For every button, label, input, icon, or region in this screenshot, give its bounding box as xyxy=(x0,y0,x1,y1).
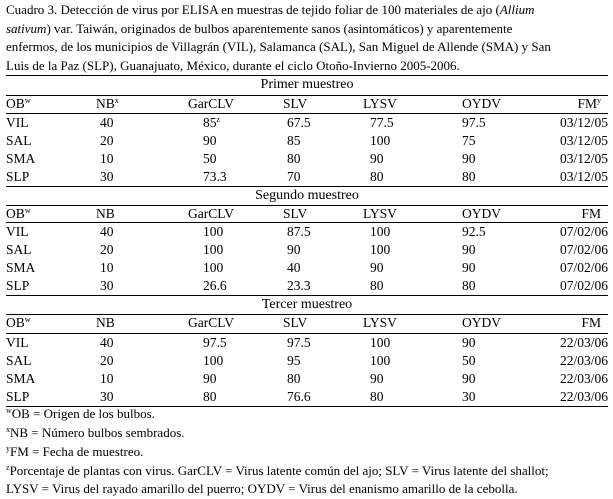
cell-lysv-text: 90 xyxy=(370,371,384,386)
cell-lysv-text: 100 xyxy=(370,353,391,368)
cell-fm-text: 07/02/06 xyxy=(559,242,608,257)
cell-fm-text: 22/03/06 xyxy=(559,335,608,350)
cell-lysv xyxy=(370,369,384,389)
cell-fm xyxy=(560,240,608,260)
cell-ob xyxy=(6,167,29,187)
col-header-oydv-text: OYDV xyxy=(462,206,501,221)
table-row xyxy=(0,113,613,133)
cell-lysv-text: 80 xyxy=(370,389,384,404)
cell-nb-text: 10 xyxy=(100,371,114,386)
cell-fm-text: 03/12/05 xyxy=(559,133,608,148)
cell-lysv-text: 100 xyxy=(370,335,391,350)
header-row xyxy=(0,94,613,114)
col-header-slv-text: SLV xyxy=(283,206,308,221)
col-header-garclv xyxy=(188,204,234,224)
cell-ob xyxy=(6,369,35,389)
cell-nb xyxy=(100,369,114,389)
col-header-lysv-text: LYSV xyxy=(363,206,397,221)
col-header-garclv-text: GarCLV xyxy=(188,206,234,221)
cell-garclv-text: 85 xyxy=(203,115,217,130)
col-header-fm-sup: y xyxy=(597,96,601,105)
col-header-oydv xyxy=(462,204,501,224)
cell-slv-text: 90 xyxy=(287,242,301,257)
col-header-nb-text: NB xyxy=(96,206,115,221)
cell-oydv xyxy=(462,333,476,353)
cell-slv-text: 23.3 xyxy=(287,278,311,293)
cell-garclv xyxy=(203,387,217,407)
col-header-nb-sup: x xyxy=(114,96,119,105)
cell-garclv xyxy=(203,333,227,353)
cell-nb-text: 30 xyxy=(100,389,114,404)
cell-fm-text: 07/02/06 xyxy=(559,224,608,239)
cell-lysv xyxy=(370,222,390,242)
cell-garclv-text: 50 xyxy=(203,151,217,166)
cell-lysv-text: 90 xyxy=(370,260,384,275)
col-header-slv xyxy=(283,204,307,224)
cell-slv xyxy=(287,333,311,353)
col-header-lysv xyxy=(363,204,397,224)
cell-ob xyxy=(6,131,32,151)
cell-oydv-text: 90 xyxy=(462,151,476,166)
cell-garclv xyxy=(203,351,223,371)
col-header-nb-text: NB xyxy=(96,96,115,111)
cell-lysv xyxy=(370,258,384,278)
cell-lysv-text: 77.5 xyxy=(370,115,394,130)
cell-slv xyxy=(287,149,301,169)
cell-oydv xyxy=(462,351,476,371)
footnote-2 xyxy=(6,424,185,442)
cell-oydv xyxy=(462,240,476,260)
cell-ob xyxy=(6,149,35,169)
cell-garclv-text: 100 xyxy=(203,242,224,257)
footnote-mark: x xyxy=(6,425,10,434)
caption-line-1 xyxy=(6,1,608,20)
cell-garclv xyxy=(203,149,217,169)
cell-lysv-text: 80 xyxy=(370,169,384,184)
cell-fm xyxy=(560,333,608,353)
cell-oydv xyxy=(462,113,486,133)
col-header-lysv-text: LYSV xyxy=(363,315,397,330)
footnote-5 xyxy=(6,480,518,498)
cell-slv xyxy=(287,351,301,371)
cell-ob-text: VIL xyxy=(6,335,29,350)
cell-garclv-text: 26.6 xyxy=(203,278,227,293)
cell-lysv xyxy=(370,167,384,187)
table-row xyxy=(0,276,613,296)
col-header-lysv xyxy=(363,313,397,333)
cell-slv-text: 95 xyxy=(287,353,301,368)
col-header-slv-text: SLV xyxy=(283,96,308,111)
cell-garclv-text: 90 xyxy=(203,371,217,386)
cell-lysv-text: 100 xyxy=(370,224,391,239)
col-header-oydv xyxy=(462,313,501,333)
table-row xyxy=(0,369,613,389)
cell-fm xyxy=(560,149,608,169)
footnote-text: NB = Número bulbos sembrados. xyxy=(10,425,185,440)
col-header-ob-sup: w xyxy=(24,315,31,324)
cell-nb xyxy=(100,149,114,169)
col-header-slv xyxy=(283,313,307,333)
cell-ob-text: SMA xyxy=(6,371,36,386)
cell-nb xyxy=(100,351,114,371)
cell-garclv xyxy=(203,222,223,242)
cell-fm xyxy=(560,351,608,371)
cell-nb xyxy=(100,131,114,151)
cell-fm xyxy=(560,222,608,242)
cell-slv xyxy=(287,240,301,260)
cell-oydv-text: 80 xyxy=(462,278,476,293)
cell-fm-text: 22/03/06 xyxy=(559,371,608,386)
cell-slv-text: 85 xyxy=(287,133,301,148)
cell-ob-text: SLP xyxy=(6,389,30,404)
col-header-lysv-text: LYSV xyxy=(363,96,397,111)
cell-ob xyxy=(6,113,29,133)
col-header-nb xyxy=(96,313,115,333)
cell-nb-text: 20 xyxy=(100,242,114,257)
cell-nb-text: 10 xyxy=(100,151,114,166)
cell-oydv xyxy=(462,222,486,242)
cell-nb-text: 40 xyxy=(100,115,114,130)
cell-oydv xyxy=(462,258,476,278)
scientific-name: sativum xyxy=(6,20,47,36)
cell-garclv-text: 100 xyxy=(203,224,224,239)
cell-garclv-text: 73.3 xyxy=(203,169,227,184)
cell-fm xyxy=(560,258,608,278)
col-header-ob xyxy=(6,94,31,114)
col-header-ob-sup: w xyxy=(24,206,31,215)
col-header-nb xyxy=(96,94,119,114)
cell-nb xyxy=(100,222,114,242)
footnote-1 xyxy=(6,405,155,423)
cell-garclv xyxy=(203,258,223,278)
cell-slv xyxy=(287,131,301,151)
col-header-fm xyxy=(581,204,601,224)
cell-slv-text: 87.5 xyxy=(287,224,311,239)
section-title-3: Tercer muestreo xyxy=(261,297,353,312)
cell-oydv-text: 90 xyxy=(462,371,476,386)
col-header-nb-text: NB xyxy=(96,315,115,330)
footnote-3 xyxy=(6,443,143,461)
footnote-4 xyxy=(6,462,549,480)
cell-slv xyxy=(287,369,301,389)
table-row xyxy=(0,167,613,187)
cell-slv xyxy=(287,113,311,133)
col-header-oydv-text: OYDV xyxy=(462,315,501,330)
footnote-mark: y xyxy=(6,444,10,453)
table-row xyxy=(0,333,613,353)
cell-slv-text: 67.5 xyxy=(287,115,311,130)
cell-slv-text: 97.5 xyxy=(287,335,311,350)
col-header-oydv xyxy=(462,94,501,114)
caption-line-3 xyxy=(6,38,608,57)
cell-nb-text: 30 xyxy=(100,278,114,293)
cell-ob xyxy=(6,276,29,296)
col-header-oydv-text: OYDV xyxy=(462,96,501,111)
col-header-ob xyxy=(6,204,31,224)
footnote-text: OB = Origen de los bulbos. xyxy=(11,406,155,421)
cell-ob-text: SLP xyxy=(6,278,30,293)
cell-ob xyxy=(6,258,35,278)
cell-lysv xyxy=(370,333,390,353)
col-header-lysv xyxy=(363,94,397,114)
col-header-nb xyxy=(96,204,115,224)
caption-line-4-text: Luis de la Paz (SLP), Guanajuato, México, durante el ciclo Otoño-Invierno 2005-2006. xyxy=(6,57,460,73)
col-header-garclv xyxy=(188,313,234,333)
cell-lysv xyxy=(370,240,390,260)
cell-garclv xyxy=(203,276,227,296)
cell-ob-text: SAL xyxy=(6,133,32,148)
cell-ob-text: VIL xyxy=(6,115,29,130)
cell-garclv xyxy=(203,131,217,151)
cell-fm-text: 07/02/06 xyxy=(559,278,608,293)
cell-nb-text: 20 xyxy=(100,133,114,148)
footnote-text: FM = Fecha de muestreo. xyxy=(10,444,144,459)
table-row xyxy=(0,149,613,169)
header-row xyxy=(0,313,613,333)
col-header-slv-text: SLV xyxy=(283,315,308,330)
cell-lysv-text: 90 xyxy=(370,151,384,166)
cell-oydv xyxy=(462,131,476,151)
col-header-fm xyxy=(577,94,601,114)
scientific-name: Allium xyxy=(499,2,535,17)
cell-oydv-text: 80 xyxy=(462,169,476,184)
cell-slv xyxy=(287,387,311,407)
col-header-fm-text: FM xyxy=(581,315,601,330)
cell-nb xyxy=(100,276,114,296)
cell-oydv xyxy=(462,369,476,389)
col-header-fm-text: FM xyxy=(577,96,597,111)
cell-oydv-text: 50 xyxy=(462,353,476,368)
cell-lysv xyxy=(370,276,384,296)
cell-fm xyxy=(560,167,608,187)
cell-lysv-text: 100 xyxy=(370,133,391,148)
cell-garclv-text: 100 xyxy=(203,353,224,368)
cell-oydv-text: 90 xyxy=(462,335,476,350)
col-header-ob xyxy=(6,313,31,333)
cell-garclv-text: 80 xyxy=(203,389,217,404)
col-header-slv xyxy=(283,94,307,114)
cell-nb-text: 40 xyxy=(100,224,114,239)
cell-fm-text: 03/12/05 xyxy=(559,169,608,184)
cell-slv-text: 80 xyxy=(287,371,301,386)
cell-slv-text: 70 xyxy=(287,169,301,184)
cell-fm xyxy=(560,387,608,407)
cell-nb xyxy=(100,258,114,278)
cell-fm xyxy=(560,113,608,133)
cell-garclv xyxy=(203,113,220,133)
col-header-ob-text: OB xyxy=(6,206,25,221)
table-row xyxy=(0,222,613,242)
table-row xyxy=(0,351,613,371)
cell-oydv xyxy=(462,167,476,187)
cell-nb xyxy=(100,240,114,260)
table-row xyxy=(0,131,613,151)
cell-lysv xyxy=(370,113,394,133)
cell-garclv-text: 90 xyxy=(203,133,217,148)
cell-oydv xyxy=(462,149,476,169)
cell-slv xyxy=(287,276,311,296)
col-header-ob-sup: w xyxy=(24,96,31,105)
cell-ob xyxy=(6,333,29,353)
cell-fm-text: 07/02/06 xyxy=(559,260,608,275)
col-header-ob-text: OB xyxy=(6,96,25,111)
footnote-mark: z xyxy=(6,463,10,472)
cell-nb-text: 30 xyxy=(100,169,114,184)
caption-line-2-text: sativum) var. Taiwán, originados de bulbos aparentemente sanos (asintomáticos) y aparentemente xyxy=(6,20,513,36)
cell-nb xyxy=(100,387,114,407)
cell-nb xyxy=(100,333,114,353)
cell-oydv-text: 92.5 xyxy=(462,224,486,239)
cell-nb xyxy=(100,113,114,133)
table-row xyxy=(0,258,613,278)
caption-line-4 xyxy=(6,57,608,76)
cell-garclv xyxy=(203,240,223,260)
caption-line-2 xyxy=(6,20,608,39)
header-row xyxy=(0,204,613,224)
cell-oydv-text: 75 xyxy=(462,133,476,148)
cell-slv xyxy=(287,222,311,242)
table-row xyxy=(0,240,613,260)
col-header-fm-text: FM xyxy=(581,206,601,221)
table-row xyxy=(0,387,613,407)
cell-nb-text: 40 xyxy=(100,335,114,350)
cell-oydv-text: 97.5 xyxy=(462,115,486,130)
cell-lysv xyxy=(370,351,390,371)
cell-ob xyxy=(6,222,29,242)
cell-ob-text: SAL xyxy=(6,353,32,368)
cell-oydv xyxy=(462,276,476,296)
cell-slv xyxy=(287,258,301,278)
cell-nb xyxy=(100,167,114,187)
cell-oydv-text: 90 xyxy=(462,242,476,257)
cell-garclv xyxy=(203,167,227,187)
cell-fm-text: 22/03/06 xyxy=(559,389,608,404)
cell-fm xyxy=(560,276,608,296)
cell-slv-text: 80 xyxy=(287,151,301,166)
cell-lysv xyxy=(370,149,384,169)
cell-nb-text: 10 xyxy=(100,260,114,275)
cell-ob xyxy=(6,351,32,371)
footnote-text: Porcentaje de plantas con virus. GarCLV = Virus latente común del ajo; SLV = Virus latente del shallot; xyxy=(9,463,549,478)
col-header-garclv xyxy=(188,94,234,114)
cell-oydv xyxy=(462,387,476,407)
cell-fm-text: 22/03/06 xyxy=(559,353,608,368)
col-header-fm xyxy=(581,313,601,333)
cell-lysv-text: 80 xyxy=(370,278,384,293)
cell-garclv-text: 100 xyxy=(203,260,224,275)
cell-ob xyxy=(6,387,29,407)
col-header-garclv-text: GarCLV xyxy=(188,96,234,111)
cell-ob-text: SLP xyxy=(6,169,30,184)
cell-ob-text: SMA xyxy=(6,260,36,275)
cell-fm xyxy=(560,369,608,389)
cell-oydv-text: 30 xyxy=(462,389,476,404)
cell-nb-text: 20 xyxy=(100,353,114,368)
cell-slv-text: 76.6 xyxy=(287,389,311,404)
cell-lysv xyxy=(370,387,384,407)
cell-fm-text: 03/12/05 xyxy=(559,115,608,130)
section-title-1: Primer muestreo xyxy=(260,77,354,92)
cell-fm-text: 03/12/05 xyxy=(559,151,608,166)
cell-garclv xyxy=(203,369,217,389)
cell-oydv-text: 90 xyxy=(462,260,476,275)
table-caption xyxy=(6,1,608,75)
cell-ob-text: SAL xyxy=(6,242,32,257)
cell-garclv-sup: z xyxy=(216,115,221,124)
cell-slv-text: 40 xyxy=(287,260,301,275)
cell-ob xyxy=(6,240,32,260)
cell-slv xyxy=(287,167,301,187)
cell-ob-text: VIL xyxy=(6,224,29,239)
cell-lysv xyxy=(370,131,390,151)
footnote-mark: w xyxy=(6,406,12,415)
col-header-ob-text: OB xyxy=(6,315,25,330)
cell-garclv-text: 97.5 xyxy=(203,335,227,350)
section-title-2: Segundo muestreo xyxy=(255,188,359,203)
cell-ob-text: SMA xyxy=(6,151,36,166)
caption-line-1-text: Cuadro 3. Detección de virus por ELISA en muestras de tejido foliar de 100 materiales de ajo (Allium xyxy=(6,2,535,17)
cell-lysv-text: 100 xyxy=(370,242,391,257)
col-header-garclv-text: GarCLV xyxy=(188,315,234,330)
caption-line-3-text: enfermos, de los municipios de Villagrán (VIL), Salamanca (SAL), San Miguel de Allende (SMA) y San xyxy=(6,39,551,54)
footnote-text: LYSV = Virus del rayado amarillo del puerro; OYDV = Virus del enanismo amarillo de la cebolla. xyxy=(6,481,518,496)
cell-fm xyxy=(560,131,608,151)
